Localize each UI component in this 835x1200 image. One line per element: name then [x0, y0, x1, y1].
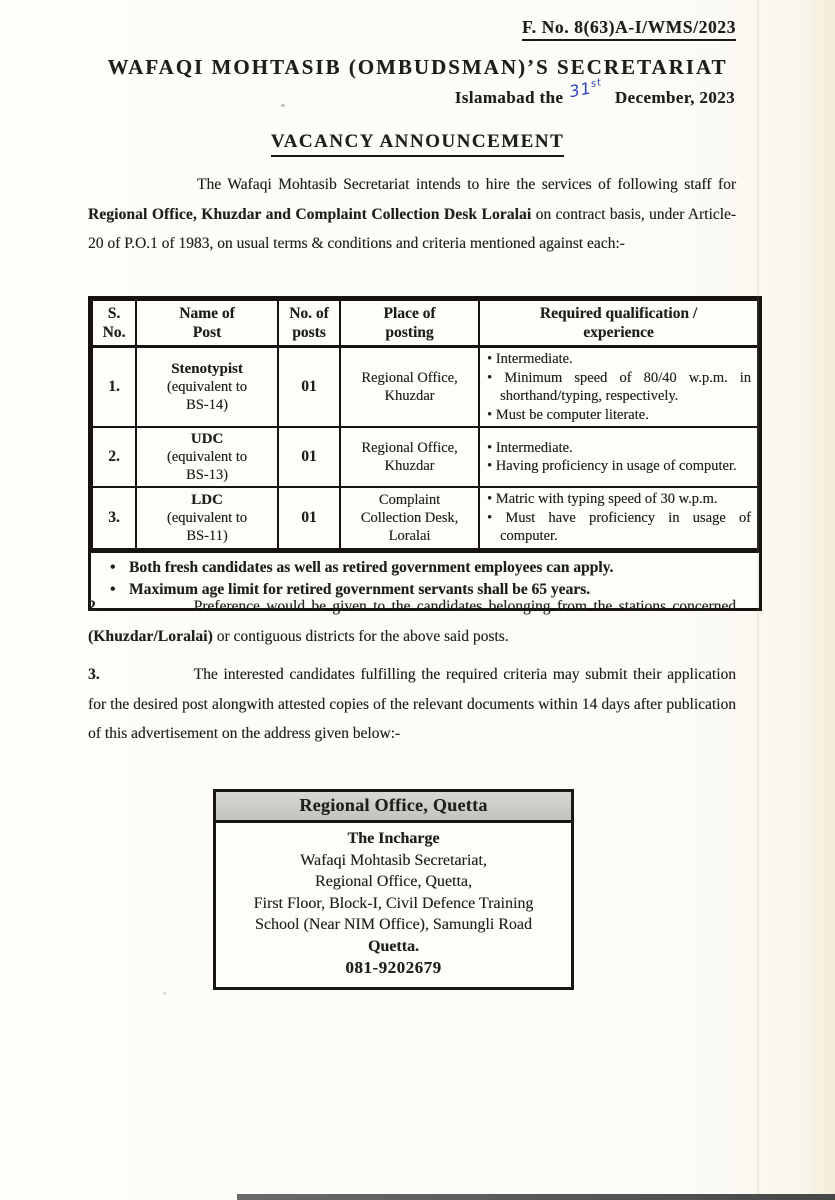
- row-sno: 1.: [92, 347, 136, 428]
- page-title: VACANCY ANNOUNCEMENT: [0, 131, 835, 157]
- handwritten-ordinal: st: [590, 77, 604, 91]
- scan-edge-artifact: [237, 1194, 835, 1200]
- intro-pre: The Wafaqi Mohtasib Secretariat intends to hire the services of following staff for: [197, 176, 736, 193]
- table-row: [92, 347, 758, 428]
- row-qualifications: • Intermediate. • Having proficiency in usage of computer.: [479, 427, 758, 487]
- scan-crease: [757, 0, 759, 1200]
- vacancy-table: [88, 296, 762, 611]
- address-line: School (Near NIM Office), Samungli Road: [255, 916, 532, 933]
- scan-speck: [163, 992, 166, 995]
- row-sno: 3.: [92, 487, 136, 549]
- date-prefix: Islamabad the: [454, 88, 564, 107]
- address-body: [216, 823, 571, 987]
- row-post-name: LDC (equivalent to BS-11): [136, 487, 278, 549]
- row-post-name: Stenotypist (equivalent to BS-14): [136, 347, 278, 428]
- file-number: F. No. 8(63)A-I/WMS/2023: [522, 17, 736, 41]
- handwritten-day: 31: [568, 78, 594, 102]
- note-item: • Maximum age limit for retired government servants shall be 65 years.: [103, 579, 749, 602]
- note-item: • Both fresh candidates as well as retired government employees can apply.: [103, 557, 749, 580]
- row-post-count: 01: [278, 487, 340, 549]
- date-rest: December, 2023: [614, 88, 735, 107]
- address-line: Wafaqi Mohtasib Secretariat,: [300, 851, 487, 869]
- address-line: Regional Office, Quetta,: [315, 873, 472, 890]
- address-line: First Floor, Block-I, Civil Defence Training: [253, 894, 534, 912]
- paragraph-number: 3.: [88, 666, 100, 683]
- row-qualifications: • Intermediate. • Minimum speed of 80/40 w.p.m. in shorthand/typing, respectively. • Must be computer literate.: [479, 347, 758, 428]
- row-sno: 2.: [92, 427, 136, 487]
- paragraph-number: 2.: [88, 598, 100, 615]
- address-line: The Incharge: [347, 830, 440, 847]
- col-header-qualification: Required qualification / experience: [479, 300, 758, 347]
- address-title: Regional Office, Quetta: [216, 792, 571, 823]
- paragraph-2: 2. Preference would be given to the candidates belonging from the stations concerned (Khuzdar/Loralai) or contiguous districts for the above said posts.: [88, 598, 736, 645]
- address-line: Quetta.: [367, 937, 420, 955]
- address-phone: 081-9202679: [345, 958, 442, 977]
- date-line: [454, 77, 735, 108]
- intro-post: on contract basis, under Article-20 of P.O.1 of 1983, on usual terms & conditions and criteria mentioned against each:-: [88, 205, 737, 252]
- col-header-sno: S. No.: [92, 300, 136, 347]
- table-row: [92, 487, 758, 549]
- intro-bold: Regional Office, Khuzdar and Complaint Collection Desk Loralai: [88, 205, 532, 223]
- row-post-count: 01: [278, 347, 340, 428]
- row-qualifications: • Matric with typing speed of 30 w.p.m. • Must have proficiency in usage of computer.: [479, 487, 758, 549]
- paragraph-3: 3. The interested candidates fulfilling the required criteria may submit their application for the desired post alongwith attested copies of the relevant documents within 14 days after publication of this advertisement on the address given below:-: [88, 666, 736, 742]
- vacancy-table-grid: [91, 299, 759, 550]
- row-post-count: 01: [278, 427, 340, 487]
- table-row: [92, 427, 758, 487]
- row-place: Regional Office, Khuzdar: [340, 347, 479, 428]
- row-place: Regional Office, Khuzdar: [340, 427, 479, 487]
- col-header-post: Name of Post: [136, 300, 278, 347]
- row-place: Complaint Collection Desk, Loralai: [340, 487, 479, 549]
- address-box: [213, 789, 574, 990]
- col-header-place: Place of posting: [340, 300, 479, 347]
- row-post-name: UDC (equivalent to BS-13): [136, 427, 278, 487]
- table-header-row: [92, 300, 758, 347]
- intro-paragraph: [88, 170, 736, 259]
- col-header-posts: No. of posts: [278, 300, 340, 347]
- scan-speck: [281, 104, 285, 107]
- org-title: WAFAQI MOHTASIB (OMBUDSMAN)’S SECRETARIAT: [107, 55, 728, 79]
